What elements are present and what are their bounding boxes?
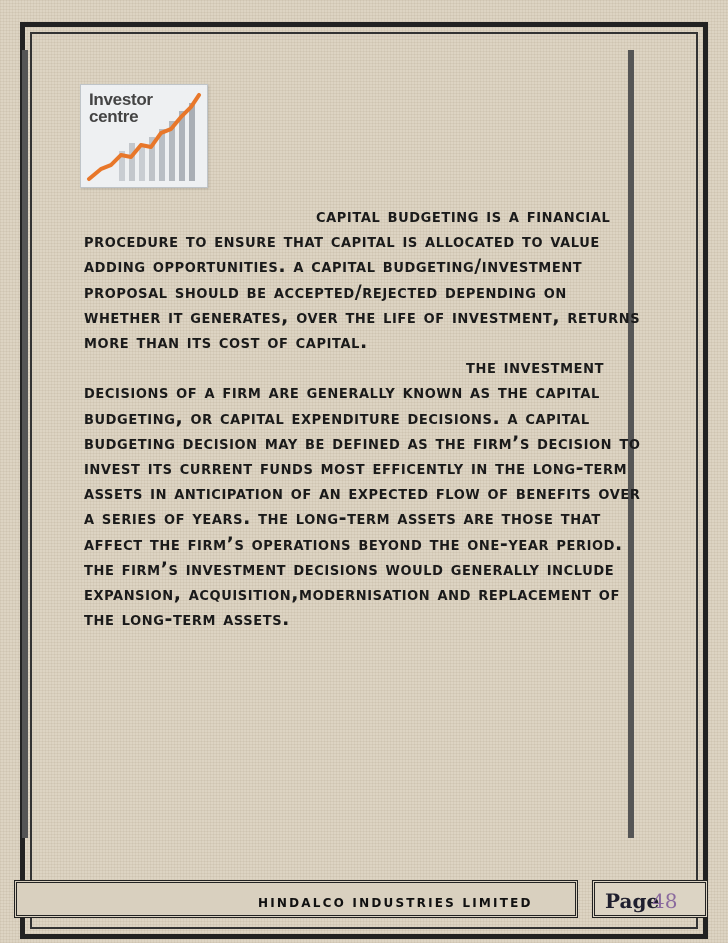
page-label: Page [605, 889, 660, 913]
body-text [84, 204, 644, 632]
paragraph-2-text: the investment decisions of a firm are generally known as the capital budgeting, or capital expenditure decisions. a capital budgeting decision may be defined as the firm’s decision to invest its current funds most efficently in the long-term assets in anticipation of an expected flow of benefits over a series of years. the long-term assets are those that affect the firm’s operations beyond the one-year period. the firm’s investment decisions would generally include expansion, acquisition,modernisation and replacement of the long-term assets. [84, 356, 641, 631]
footer-company-name: HINDALCO INDUSTRIES LIMITED [258, 896, 533, 910]
logo-title: Investor centre [89, 90, 153, 126]
investor-centre-logo [80, 84, 208, 188]
paragraph-1 [84, 204, 644, 355]
page-number: 48 [652, 889, 678, 913]
paragraph-1-text: capital budgeting is a financial procedure to ensure that capital is allocated to value adding opportunities. a capital budgeting/investment proposal should be accepted/rejected depending on whether it generates, over the life of investment, returns more than its cost of capital. [84, 205, 641, 354]
paragraph-2 [84, 355, 644, 632]
